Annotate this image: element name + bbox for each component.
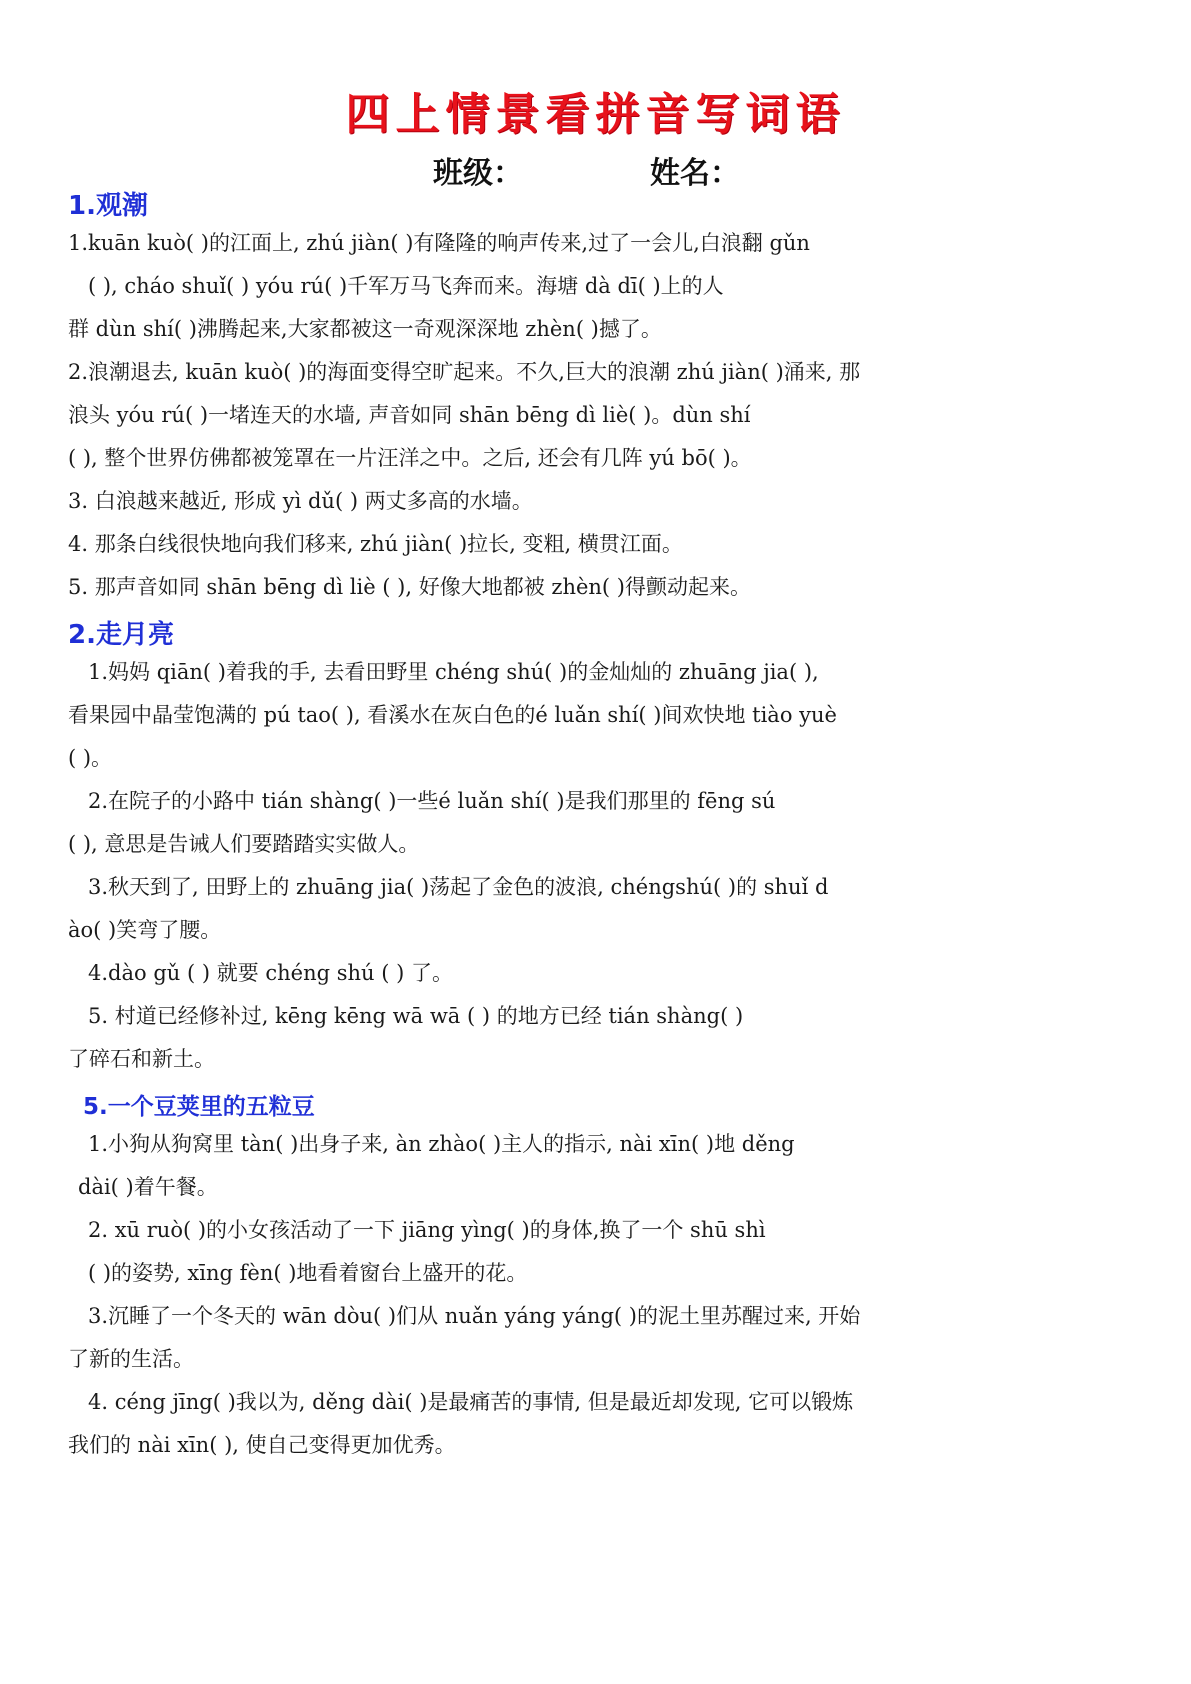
exercise-line: 3. 白浪越来越近, 形成 yì dǔ( ) 两丈多高的水墙。 [68,489,533,513]
exercise-line: 5. 村道已经修补过, kēng kēng wā wā ( ) 的地方已经 tián shàng( ) [88,1004,744,1028]
exercise-line: 了新的生活。 [68,1347,194,1371]
exercise-line: 1.小狗从狗窝里 tàn( )出身子来, àn zhào( )主人的指示, nài xīn( )地 děng [88,1132,795,1156]
exercise-line: 3.秋天到了, 田野上的 zhuāng jia( )荡起了金色的波浪, chéngshú( )的 shuǐ d [88,875,829,899]
exercise-line: ( )。 [68,746,113,770]
exercise-line: ( ), 意思是告诫人们要踏踏实实做人。 [68,832,420,856]
exercise-line: 2.在院子的小路中 tián shàng( )一些é luǎn shí( )是我们那里的 fēng sú [88,789,776,813]
exercise-line: 3.沉睡了一个冬天的 wān dòu( )们从 nuǎn yáng yáng( )的泥土里苏醒过来, 开始 [88,1304,861,1328]
section-heading-doujia: 5.一个豆荚里的五粒豆 [83,1094,315,1120]
exercise-line: ( ), cháo shuǐ( ) yóu rú( )千军万马飞奔而来。海塘 dà dī( )上的人 [88,274,724,298]
exercise-line: ào( )笑弯了腰。 [68,918,222,942]
exercise-line: ( )的姿势, xīng fèn( )地看着窗台上盛开的花。 [88,1261,528,1285]
exercise-line: 看果园中晶莹饱满的 pú tao( ), 看溪水在灰白色的é luǎn shí( )间欢快地 tiào yuè [68,703,837,727]
exercise-line: 2.浪潮退去, kuān kuò( )的海面变得空旷起来。不久,巨大的浪潮 zhú jiàn( )涌来, 那 [68,360,861,384]
section-heading-guanchao: 1.观潮 [68,191,148,221]
exercise-line: 群 dùn shí( )沸腾起来,大家都被这一奇观深深地 zhèn( )撼了。 [68,317,662,341]
exercise-line: 5. 那声音如同 shān bēng dì liè ( ), 好像大地都被 zhèn( )得颤动起来。 [68,575,751,599]
exercise-line: dài( )着午餐。 [78,1175,218,1199]
exercise-line: 1.妈妈 qiān( )着我的手, 去看田野里 chéng shú( )的金灿灿的 zhuāng jia( ), [88,660,819,684]
exercise-line: 了碎石和新土。 [68,1047,215,1071]
exercise-line: 2. xū ruò( )的小女孩活动了一下 jiāng yìng( )的身体,换了一个 shū shì [88,1218,766,1242]
exercise-line: 4. 那条白线很快地向我们移来, zhú jiàn( )拉长, 变粗, 横贯江面。 [68,532,683,556]
exercise-line: ( ), 整个世界仿佛都被笼罩在一片汪洋之中。之后, 还会有几阵 yú bō( )。 [68,446,752,470]
name-label: 姓名： [650,156,740,191]
section-heading-zouyueliang: 2.走月亮 [68,620,174,650]
exercise-line: 4.dào gǔ ( ) 就要 chéng shú ( ) 了。 [88,961,453,985]
class-label: 班级： [433,156,523,191]
exercise-line: 1.kuān kuò( )的江面上, zhú jiàn( )有隆隆的响声传来,过了一会儿,白浪翻 gǔn [68,231,810,255]
exercise-line: 4. céng jīng( )我以为, děng dài( )是最痛苦的事情, 但是最近却发现, 它可以锻炼 [88,1390,854,1414]
exercise-line: 浪头 yóu rú( )一堵连天的水墙, 声音如同 shān bēng dì liè( )。dùn shí [68,403,751,427]
exercise-line: 我们的 nài xīn( ), 使自己变得更加优秀。 [68,1433,456,1457]
worksheet-title: 四上情景看拼音写词语 [345,89,846,140]
